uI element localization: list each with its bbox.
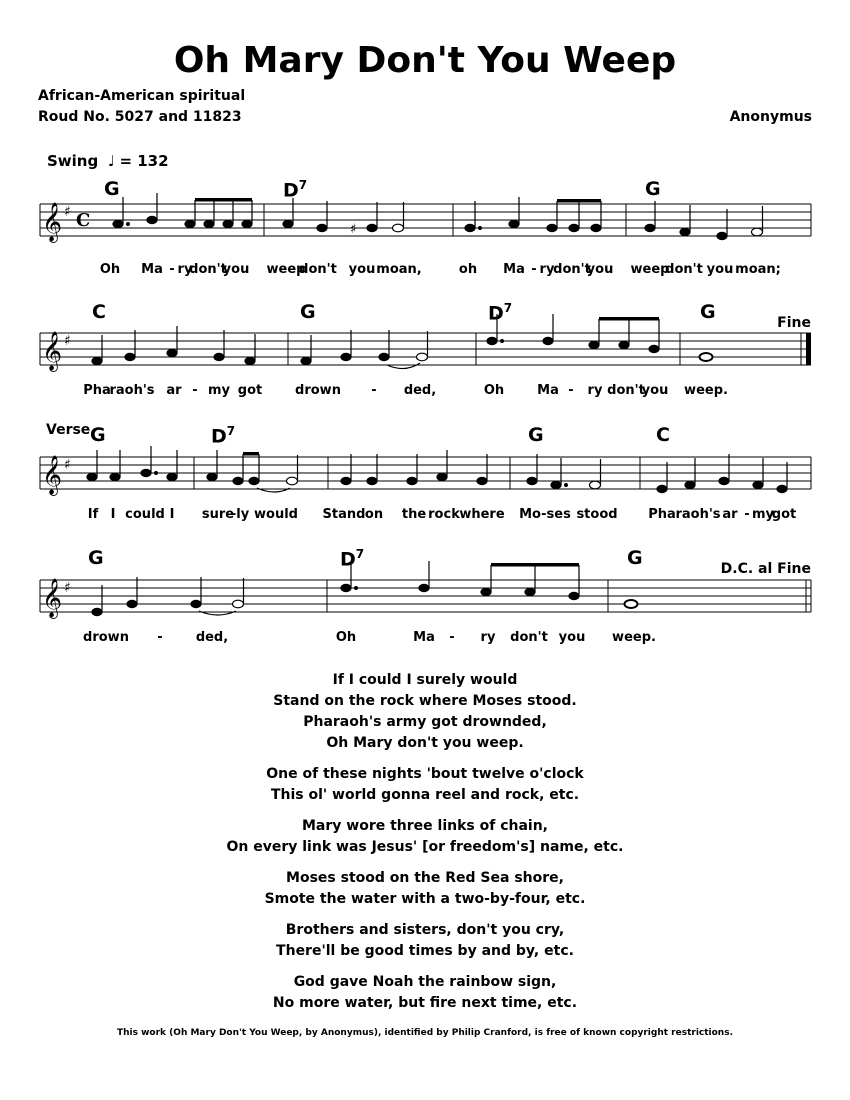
lyric-syllable: If <box>87 507 99 522</box>
system-2 <box>0 293 850 413</box>
chord-symbol: G <box>528 424 544 446</box>
lyric-syllable: Ma <box>537 383 559 398</box>
lyric-syllable: weep <box>630 262 670 277</box>
lyric-syllable: ry <box>480 630 496 645</box>
lyric-syllable: drown <box>295 383 341 398</box>
lyric-syllable: Pha <box>648 507 676 522</box>
lyric-syllable: ded, <box>195 630 229 645</box>
lyric-syllable: - <box>157 630 163 645</box>
verse-line: Oh Mary don't you weep. <box>326 735 524 751</box>
chord-symbol: $D^7$ <box>488 301 513 325</box>
lyric-syllable: Mo <box>519 507 541 522</box>
verse-line: No more water, but fire next time, etc. <box>272 995 578 1011</box>
treble-clef-icon: 𝄞 <box>42 202 63 242</box>
lyric-syllable: oh <box>458 262 478 277</box>
lyric-syllable: don't <box>299 262 337 277</box>
stanza-6 <box>0 972 850 1014</box>
lyric-syllable: Ma <box>503 262 525 277</box>
lyric-syllable: Ma <box>413 630 435 645</box>
lyric-syllable: you <box>706 262 734 277</box>
chord-symbol: $D^7$ <box>283 178 308 202</box>
stanza-4 <box>0 868 850 910</box>
verses-section <box>0 670 850 1024</box>
chord-symbol: G <box>627 547 643 569</box>
chord-symbol: C <box>92 301 106 323</box>
lyric-syllable: Oh <box>99 262 121 277</box>
lyric-syllable: drown <box>83 630 129 645</box>
lyric-syllable: I <box>169 507 175 522</box>
lyric-syllable: ry <box>539 262 555 277</box>
lyric-syllable: - <box>192 383 198 398</box>
lyric-syllable: the <box>401 507 427 522</box>
lyric-syllable: my <box>751 507 775 522</box>
lyric-syllable: - <box>169 262 175 277</box>
chord-symbol: C <box>656 424 670 446</box>
verse-line: Brothers and sisters, don't you cry, <box>285 922 565 938</box>
lyric-syllable: raoh's <box>675 507 721 522</box>
lyric-syllable: stood <box>576 507 618 522</box>
lyric-syllable: don't <box>607 383 645 398</box>
lyric-syllable: on <box>364 507 384 522</box>
chord-symbol: G <box>88 547 104 569</box>
final-barline <box>806 333 811 365</box>
stanza-2 <box>0 764 850 806</box>
chord-symbol: $D^7$ <box>340 547 365 571</box>
verse-line: There'll be good times by and by, etc. <box>276 943 574 959</box>
lyric-syllable: I <box>110 507 116 522</box>
lyric-syllable: got <box>771 507 797 522</box>
verse-marker: Verse <box>46 422 91 438</box>
lyric-syllable: -ly <box>230 507 250 522</box>
verse-line: On every link was Jesus' [or freedom's] name, etc. <box>226 839 624 855</box>
stanza-5 <box>0 920 850 962</box>
lyric-syllable: you <box>586 262 614 277</box>
lyric-syllable: sure <box>201 507 235 522</box>
verse-line: Pharaoh's army got drownded, <box>303 714 547 730</box>
quarter-note-icon: ♩ <box>107 152 115 170</box>
chord-symbol: G <box>645 178 661 200</box>
lyric-syllable: Ma <box>141 262 163 277</box>
chord-symbol: G <box>90 424 106 446</box>
lyric-syllable: don't <box>189 262 227 277</box>
lyric-syllable: - <box>371 383 377 398</box>
lyric-syllable: weep. <box>684 383 728 398</box>
copyright-footer: This work (Oh Mary Don't You Weep, by Anonymus), identified by Philip Cranford, is free of known copyright restrictions. <box>117 1028 733 1038</box>
sharp-key-icon: ♯ <box>64 204 71 220</box>
lyric-syllable: don't <box>553 262 591 277</box>
lyric-syllable: rock <box>428 507 460 522</box>
treble-clef-icon: 𝄞 <box>42 331 63 371</box>
lyric-syllable: would <box>254 507 298 522</box>
svg-text:♯: ♯ <box>350 222 357 237</box>
lyric-syllable: you <box>222 262 250 277</box>
lyric-syllable: ar <box>722 507 738 522</box>
lyric-syllable: - <box>531 262 537 277</box>
verse-line: Mary wore three links of chain, <box>302 818 548 834</box>
lyric-syllable: weep <box>266 262 306 277</box>
lyric-syllable: moan; <box>735 262 781 277</box>
lyric-syllable: ded, <box>403 383 437 398</box>
lyric-syllable: weep. <box>612 630 656 645</box>
lyric-syllable: - <box>568 383 574 398</box>
verse-line: Smote the water with a two-by-four, etc. <box>264 891 586 907</box>
subtitle-line-2: Roud No. 5027 and 11823 <box>38 109 242 125</box>
lyric-syllable: my <box>207 383 231 398</box>
common-time-icon: C <box>76 210 91 231</box>
lyric-syllable: ry <box>587 383 603 398</box>
lyric-syllable: ar <box>166 383 182 398</box>
lyric-syllable: you <box>641 383 669 398</box>
system-3 <box>0 416 850 536</box>
lyric-syllable: don't <box>665 262 703 277</box>
verse-line: One of these nights 'bout twelve o'clock <box>266 766 584 782</box>
verse-line: God gave Noah the rainbow sign, <box>293 974 557 990</box>
tempo-marking <box>47 152 169 170</box>
lyric-syllable: Oh <box>335 630 357 645</box>
sharp-key-icon: ♯ <box>64 457 71 473</box>
verse-line: If I could I surely would <box>332 672 518 688</box>
lyric-syllable: ry <box>177 262 193 277</box>
stanza-3 <box>0 816 850 858</box>
lyric-syllable: raoh's <box>109 383 155 398</box>
song-title: Oh Mary Don't You Weep <box>173 40 677 81</box>
lyric-syllable: don't <box>510 630 548 645</box>
tempo-style: Swing <box>47 152 99 170</box>
treble-clef-icon: 𝄞 <box>42 455 63 495</box>
stanza-1 <box>0 670 850 754</box>
dc-al-fine-marker: D.C. al Fine <box>720 561 811 577</box>
chord-symbol: $D^7$ <box>211 424 236 448</box>
lyric-syllable: moan, <box>376 262 422 277</box>
lyric-syllable: got <box>237 383 263 398</box>
lyric-syllable: - <box>744 507 750 522</box>
lyric-syllable: -ses <box>541 507 571 522</box>
lyric-syllable: Pha <box>83 383 111 398</box>
verse-line: Stand on the rock where Moses stood. <box>273 693 577 709</box>
chord-symbol: G <box>300 301 316 323</box>
treble-clef-icon: 𝄞 <box>42 578 63 618</box>
lyric-syllable: could <box>125 507 165 522</box>
tempo-value: = 132 <box>119 152 169 170</box>
subtitle-line-1: African-American spiritual <box>38 88 246 104</box>
verse-line: This ol' world gonna reel and rock, etc. <box>270 787 580 803</box>
lyric-syllable: Oh <box>483 383 505 398</box>
sharp-key-icon: ♯ <box>64 333 71 349</box>
composer: Anonymus <box>729 109 812 125</box>
verse-line: Moses stood on the Red Sea shore, <box>286 870 564 886</box>
lyric-syllable: you <box>348 262 376 277</box>
lyric-syllable: where <box>459 507 505 522</box>
lyric-syllable: you <box>558 630 586 645</box>
lyric-syllable: - <box>449 630 455 645</box>
system-4 <box>0 539 850 659</box>
fine-marker: Fine <box>777 315 811 331</box>
system-1 <box>0 170 850 290</box>
chord-symbol: G <box>104 178 120 200</box>
sharp-key-icon: ♯ <box>64 580 71 596</box>
chord-symbol: G <box>700 301 716 323</box>
lyric-syllable: Stand <box>322 507 366 522</box>
